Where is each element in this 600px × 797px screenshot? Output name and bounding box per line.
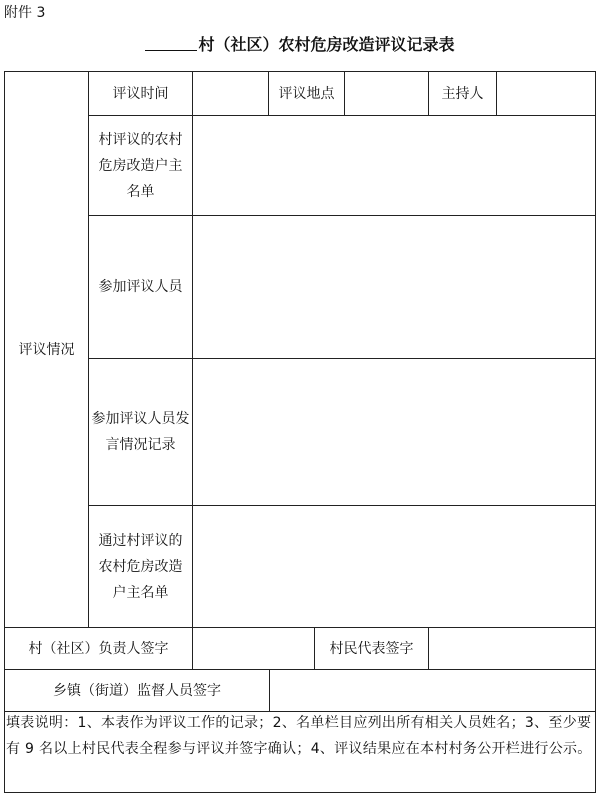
participants-label: 参加评议人员 xyxy=(98,279,183,295)
participants-field[interactable] xyxy=(193,216,595,358)
evaluation-time-field[interactable] xyxy=(193,72,268,115)
village-name-blank[interactable] xyxy=(145,36,197,51)
supervisor-signature-label: 乡镇（街道）监督人员签字 xyxy=(53,682,221,699)
villager-rep-signature-field[interactable] xyxy=(429,628,595,669)
approved-list-label: 通过村评议的农村危房改造户主名单 xyxy=(98,532,183,601)
applicant-list-field[interactable] xyxy=(193,116,595,215)
title-text: 村（社区）农村危房改造评议记录表 xyxy=(198,35,455,54)
evaluation-record-form xyxy=(4,71,596,793)
form-border-right xyxy=(595,71,596,793)
supervisor-signature-field[interactable] xyxy=(270,670,595,711)
applicant-list-label: 村评议的农村危房改造户主名单 xyxy=(98,131,183,200)
attachment-label: 附件 3 xyxy=(4,5,46,21)
approved-list-field[interactable] xyxy=(193,506,595,627)
village-head-signature-label: 村（社区）负责人签字 xyxy=(28,640,169,657)
form-border-bottom xyxy=(4,792,596,793)
host-label: 主持人 xyxy=(441,85,484,102)
villager-rep-signature-label: 村民代表签字 xyxy=(329,640,414,657)
host-field[interactable] xyxy=(497,72,595,115)
page-title xyxy=(0,32,600,55)
statements-field[interactable] xyxy=(193,359,595,505)
evaluation-place-label: 评议地点 xyxy=(278,85,335,102)
evaluation-place-field[interactable] xyxy=(345,72,428,115)
statements-label: 参加评议人员发言情况记录 xyxy=(91,411,190,453)
evaluation-status-header: 评议情况 xyxy=(18,341,75,358)
village-head-signature-field[interactable] xyxy=(193,628,314,669)
filling-instructions: 填表说明：1、本表作为评议工作的记录；2、名单栏目应列出所有相关人员姓名；3、至少要有 9 名以上村民代表全程参与评议并签字确认；4、评议结果应在本村村务公开栏进行公示。 xyxy=(6,715,592,757)
evaluation-time-label: 评议时间 xyxy=(112,85,169,102)
